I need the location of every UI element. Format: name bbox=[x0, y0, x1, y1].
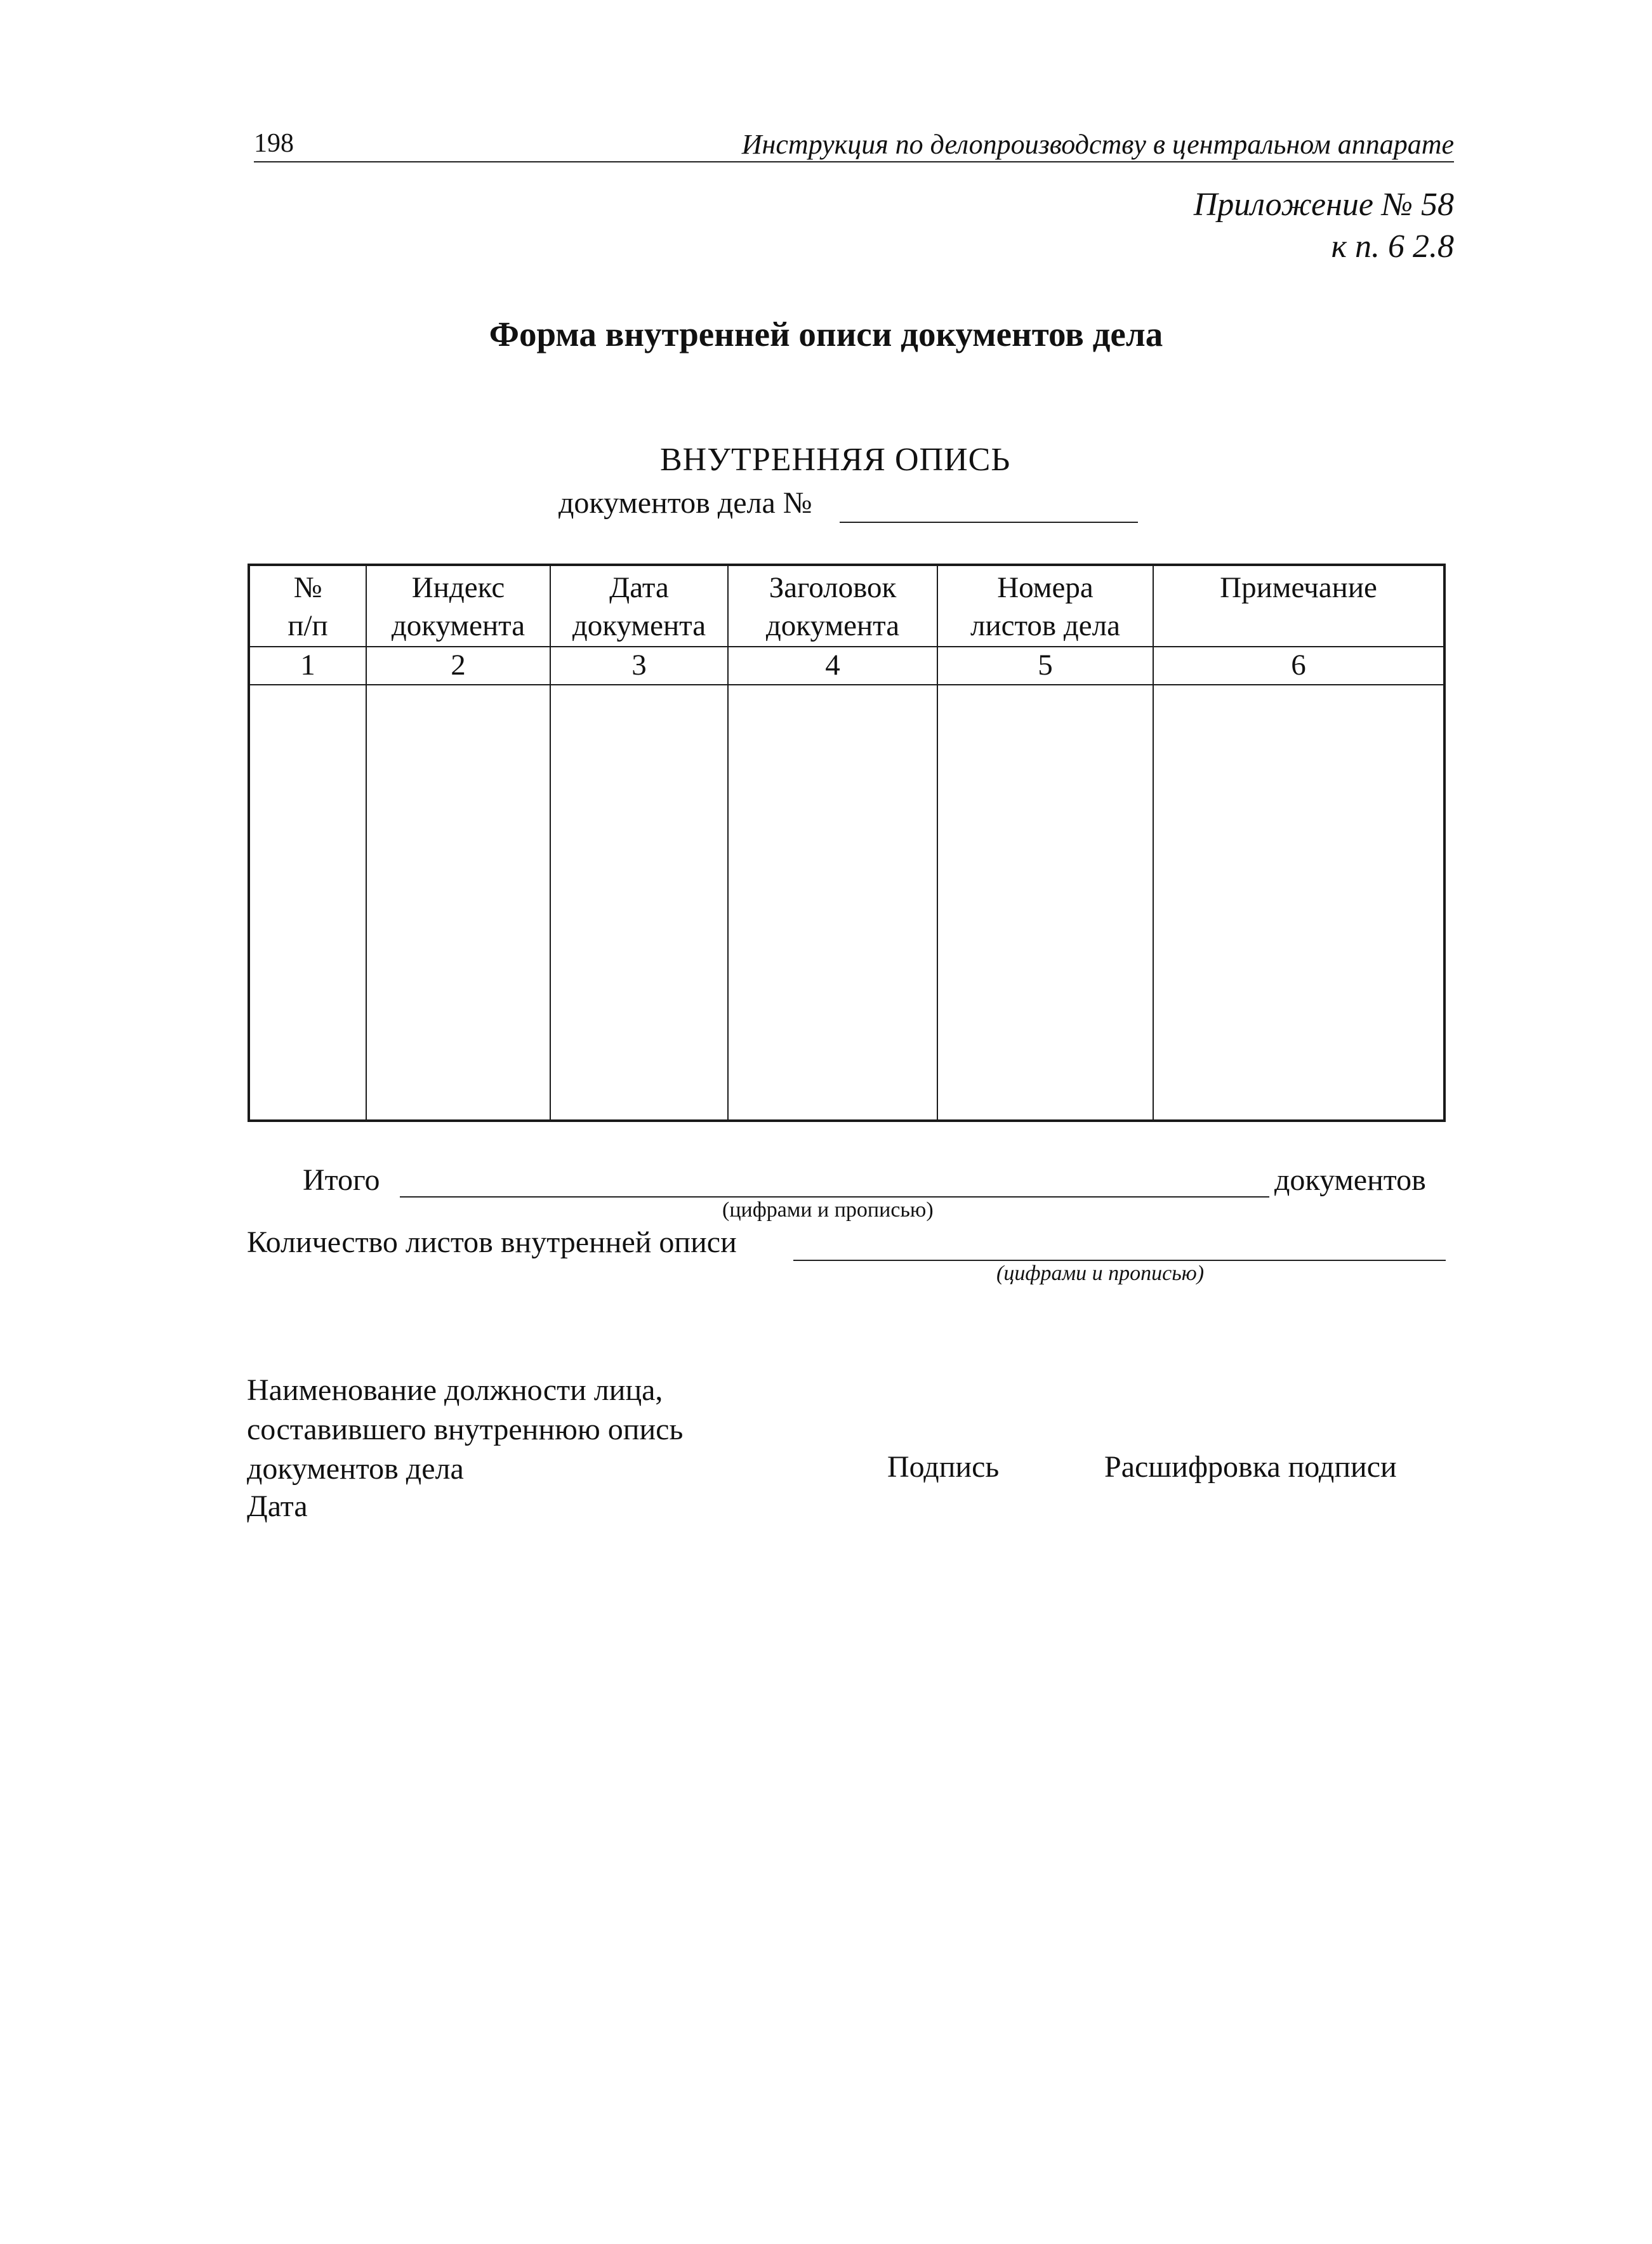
header-cell-title: Заголовок документа bbox=[728, 565, 937, 647]
column-number-cell: 1 bbox=[249, 647, 366, 685]
position-label: Наименование должности лица, составившего внутреннюю опись документов дела bbox=[247, 1373, 684, 1486]
appendix-number: Приложение № 58 bbox=[1193, 187, 1454, 223]
signature-label: Подпись bbox=[887, 1450, 1000, 1484]
form-title: Форма внутренней описи документов дела bbox=[489, 315, 1163, 353]
sheets-count-blank-line bbox=[793, 1260, 1446, 1261]
total-caption: (цифрами и прописью) bbox=[722, 1198, 934, 1222]
inventory-title: ВНУТРЕННЯЯ ОПИСЬ bbox=[660, 442, 1011, 478]
table-header-row bbox=[249, 565, 1444, 647]
empty-cell bbox=[249, 685, 366, 1121]
empty-cell bbox=[1153, 685, 1444, 1121]
inventory-table bbox=[248, 564, 1446, 1122]
header-cell-note: Примечание bbox=[1153, 565, 1444, 647]
empty-cell bbox=[728, 685, 937, 1121]
header-cell-number: № п/п bbox=[249, 565, 366, 647]
page-number: 198 bbox=[254, 129, 294, 158]
sheets-count-caption: (цифрами и прописью) bbox=[996, 1262, 1205, 1285]
header-cell-sheets: Номера листов дела bbox=[937, 565, 1153, 647]
sheets-count-label: Количество листов внутренней описи bbox=[247, 1225, 737, 1259]
running-title: Инструкция по делопроизводству в центральном аппарате bbox=[741, 129, 1454, 160]
table-empty-body-row bbox=[249, 685, 1444, 1121]
empty-cell bbox=[550, 685, 728, 1121]
header-rule bbox=[254, 161, 1454, 162]
header-cell-index: Индекс документа bbox=[366, 565, 550, 647]
empty-cell bbox=[366, 685, 550, 1121]
signature-decode-label: Расшифровка подписи bbox=[1104, 1450, 1397, 1484]
empty-cell bbox=[937, 685, 1153, 1121]
total-blank-line bbox=[400, 1196, 1269, 1198]
column-number-cell: 2 bbox=[366, 647, 550, 685]
column-number-cell: 5 bbox=[937, 647, 1153, 685]
column-number-cell: 3 bbox=[550, 647, 728, 685]
total-suffix: документов bbox=[1274, 1163, 1426, 1197]
header-cell-date: Дата документа bbox=[550, 565, 728, 647]
total-label: Итого bbox=[303, 1163, 380, 1197]
table-column-number-row bbox=[249, 647, 1444, 685]
case-number-blank-line bbox=[840, 522, 1138, 523]
inventory-subtitle: документов дела № bbox=[558, 486, 812, 520]
appendix-reference bbox=[1194, 184, 1454, 268]
date-label: Дата bbox=[247, 1489, 308, 1523]
column-number-cell: 6 bbox=[1153, 647, 1444, 685]
column-number-cell: 4 bbox=[728, 647, 937, 685]
appendix-clause: к п. 6 2.8 bbox=[1331, 228, 1454, 265]
